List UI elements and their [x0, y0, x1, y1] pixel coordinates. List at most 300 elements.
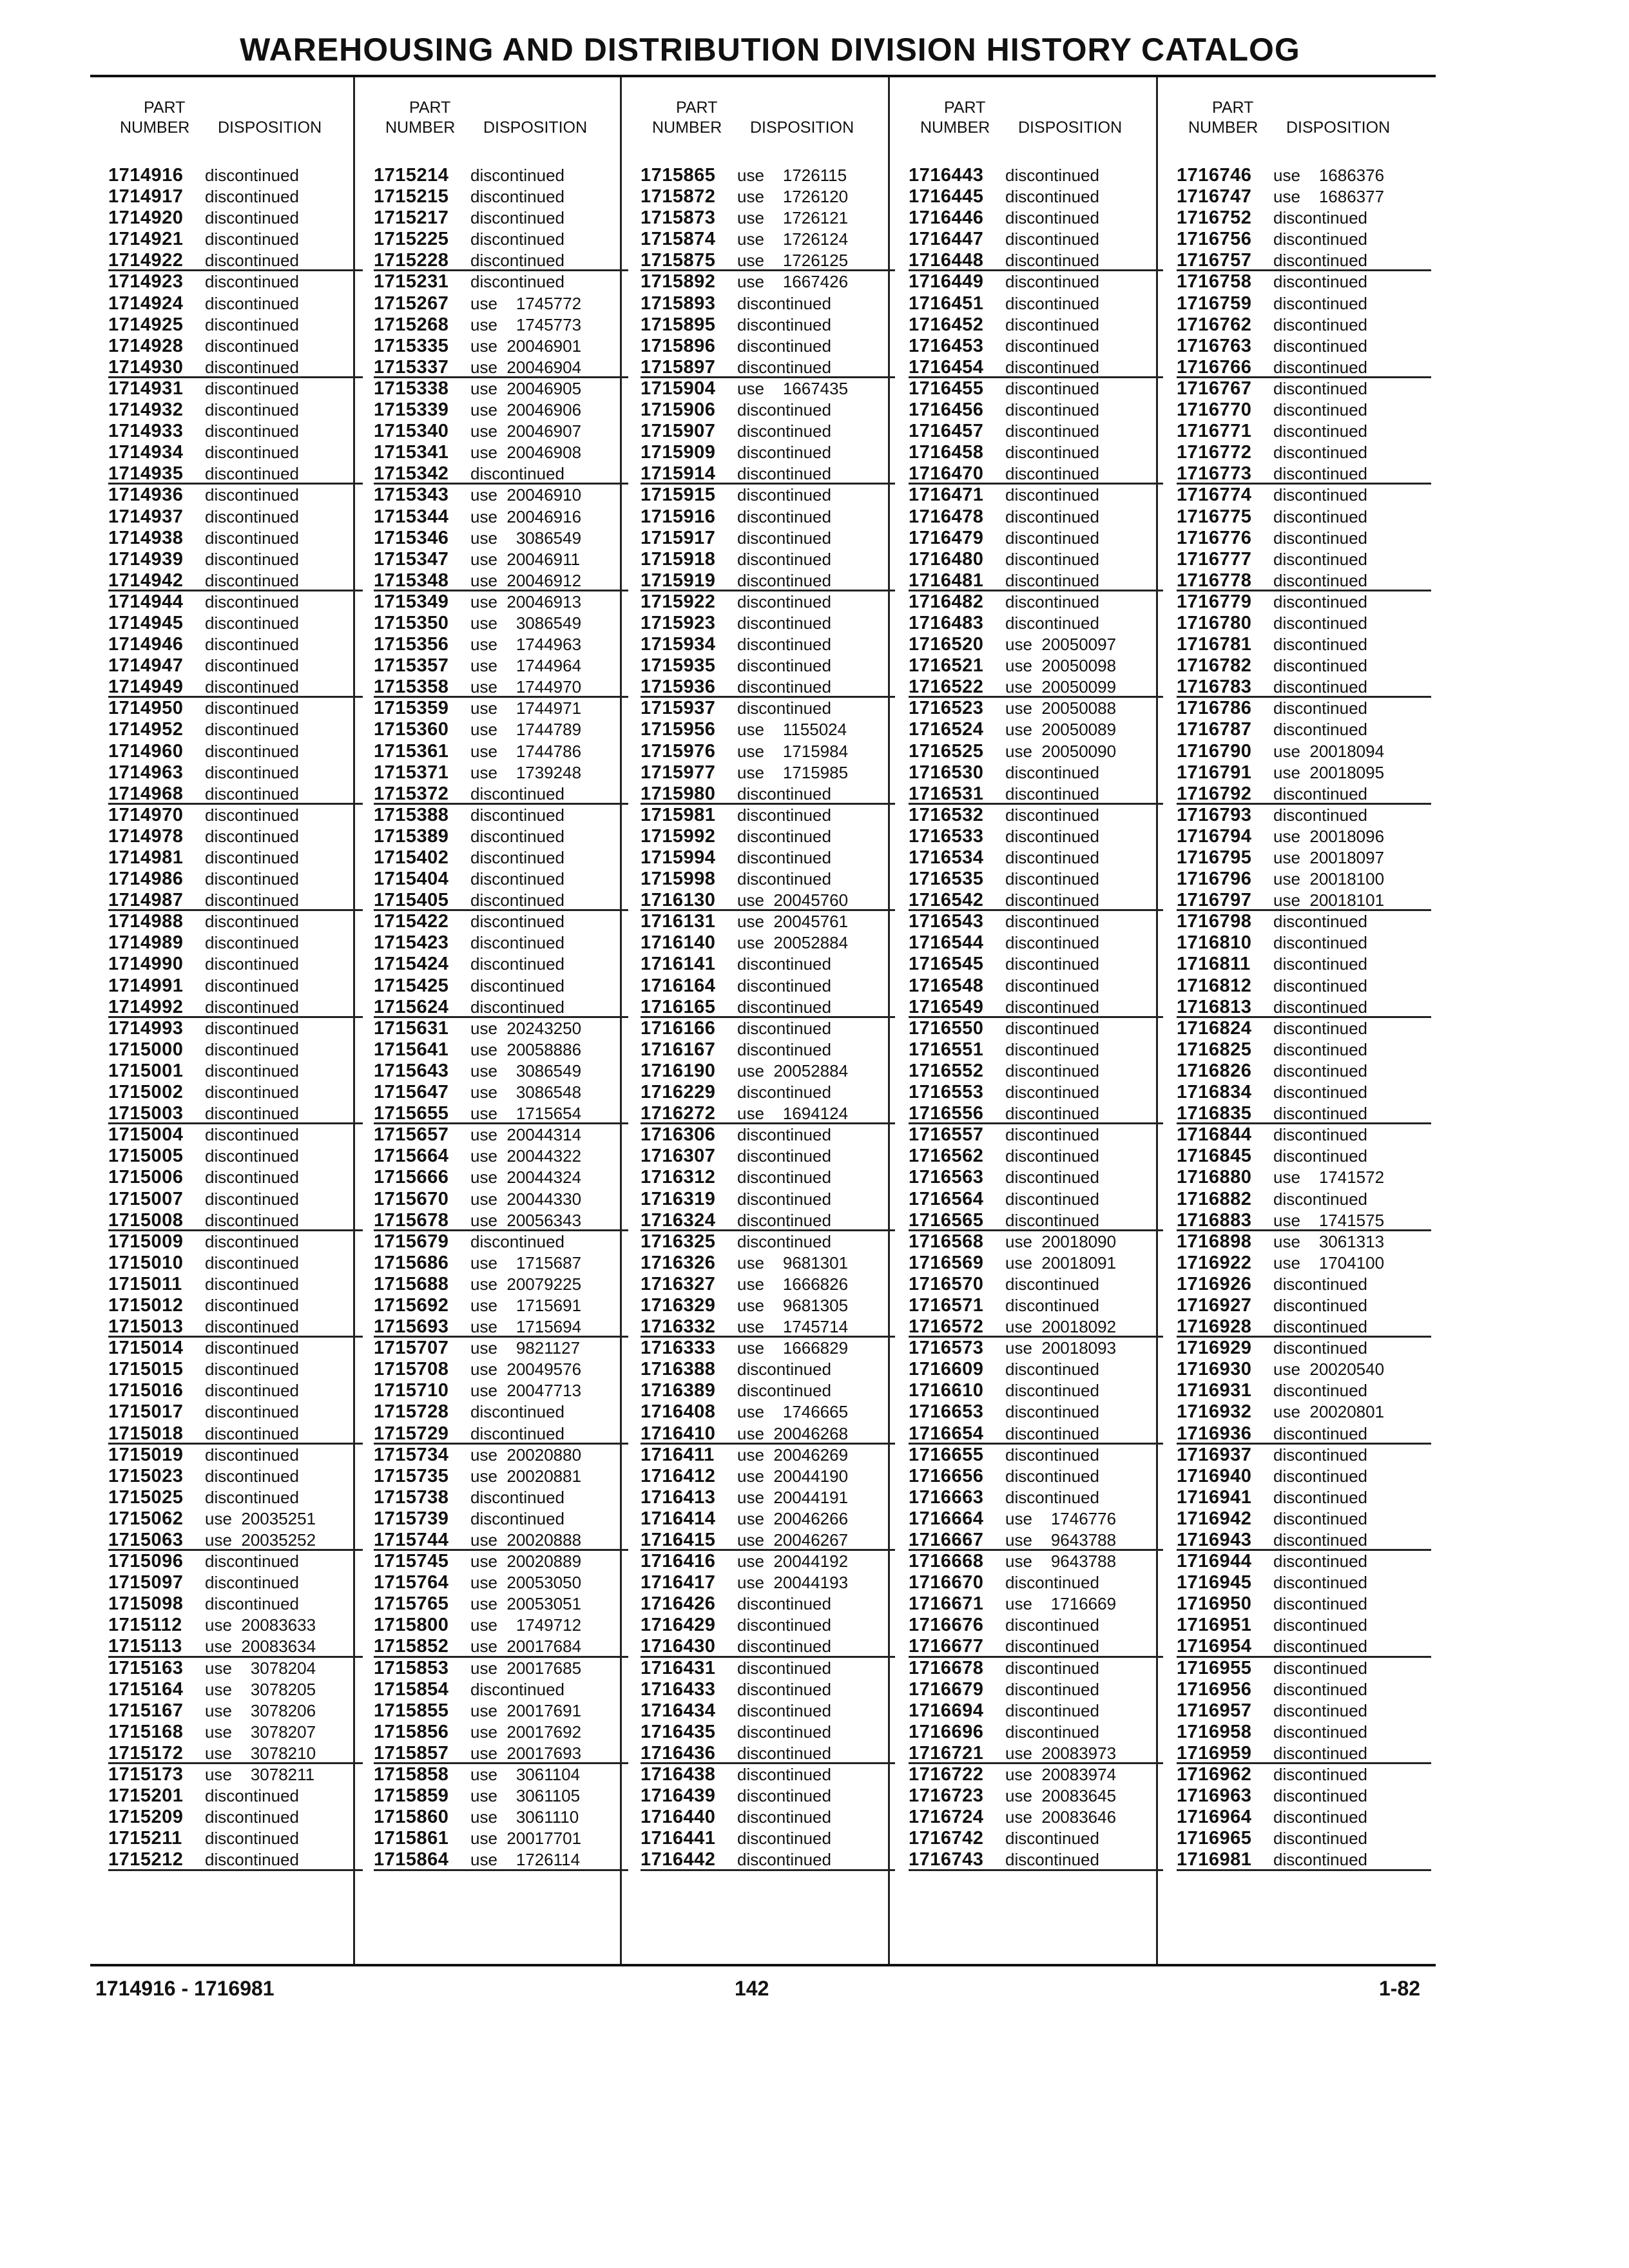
catalog-row [909, 570, 1163, 591]
disposition: use 3078206 [205, 1700, 316, 1720]
part-number: 1716570 [909, 1273, 984, 1294]
catalog-row [108, 997, 363, 1018]
disposition: use 1715687 [470, 1253, 582, 1273]
part-number: 1716430 [641, 1636, 716, 1657]
catalog-row [909, 826, 1163, 847]
catalog-row [909, 677, 1163, 698]
catalog-row [374, 207, 628, 229]
disposition: discontinued [1273, 314, 1367, 334]
catalog-row [1177, 570, 1431, 591]
part-number: 1715707 [374, 1338, 449, 1359]
disposition: discontinued [1005, 1168, 1099, 1187]
catalog-row [108, 229, 363, 250]
part-number: 1716436 [641, 1742, 716, 1763]
catalog-row [1177, 613, 1431, 634]
catalog-row [641, 1210, 895, 1231]
catalog-row [108, 293, 363, 314]
part-number: 1716417 [641, 1572, 716, 1593]
disposition: use 3086549 [470, 613, 582, 633]
catalog-row [1177, 762, 1431, 783]
disposition: discontinued [1273, 229, 1367, 249]
disposition: discontinued [205, 357, 299, 377]
part-number: 1716435 [641, 1721, 716, 1742]
catalog-row [108, 1018, 363, 1039]
disposition: use 20050099 [1005, 677, 1117, 697]
disposition: discontinued [1005, 1722, 1099, 1742]
part-number: 1715113 [108, 1636, 182, 1657]
catalog-row [641, 1124, 895, 1146]
disposition: discontinued [737, 1786, 831, 1806]
disposition: discontinued [205, 1317, 299, 1337]
disposition: discontinued [1273, 1573, 1367, 1593]
catalog-row [641, 783, 895, 805]
catalog-row [374, 634, 628, 655]
catalog-row [374, 1423, 628, 1445]
disposition: discontinued [1005, 975, 1099, 995]
disposition: discontinued [1005, 933, 1099, 953]
disposition: use 1726125 [737, 251, 849, 271]
disposition: use 1741572 [1273, 1168, 1385, 1187]
catalog-row [374, 805, 628, 826]
disposition: use 20056343 [470, 1210, 582, 1230]
catalog-row [641, 1061, 895, 1082]
catalog-row [1177, 1487, 1431, 1508]
part-number: 1716782 [1177, 655, 1252, 677]
disposition: discontinued [737, 1210, 831, 1230]
part-number: 1714963 [108, 762, 184, 783]
catalog-row [108, 890, 363, 911]
disposition: use 20035251 [205, 1508, 316, 1528]
part-number: 1715214 [374, 165, 449, 186]
disposition: use 20050088 [1005, 698, 1117, 718]
disposition: use 1726121 [737, 208, 849, 228]
part-number: 1715765 [374, 1593, 449, 1615]
catalog-row [108, 847, 363, 869]
catalog-row [909, 698, 1163, 719]
catalog-row [108, 1231, 363, 1253]
disposition: discontinued [205, 314, 299, 334]
catalog-row [1177, 698, 1431, 719]
catalog-row [374, 677, 628, 698]
part-number: 1715012 [108, 1294, 184, 1316]
part-number: 1715918 [641, 548, 716, 570]
disposition: use 20083973 [1005, 1743, 1117, 1763]
disposition: use 3078210 [205, 1743, 316, 1763]
catalog-row [641, 1316, 895, 1338]
catalog-row [909, 1487, 1163, 1508]
part-number: 1716937 [1177, 1444, 1252, 1465]
part-number: 1715358 [374, 677, 449, 698]
catalog-row [1177, 1231, 1431, 1253]
part-number: 1716446 [909, 207, 984, 229]
disposition: discontinued [1005, 443, 1099, 463]
part-number: 1716563 [909, 1167, 984, 1188]
disposition: use 1746665 [737, 1402, 849, 1422]
part-number: 1714970 [108, 804, 184, 825]
catalog-row [108, 1316, 363, 1338]
part-number: 1716724 [909, 1807, 984, 1828]
disposition: discontinued [470, 805, 564, 825]
disposition: discontinued [205, 1552, 299, 1571]
part-number: 1716762 [1177, 314, 1252, 335]
catalog-row [909, 1359, 1163, 1380]
disposition: discontinued [1005, 1658, 1099, 1678]
disposition: discontinued [1005, 1082, 1099, 1102]
part-number: 1716780 [1177, 612, 1252, 633]
part-number: 1715745 [374, 1551, 449, 1572]
part-number: 1716520 [909, 634, 984, 655]
disposition: discontinued [205, 933, 299, 953]
catalog-row [909, 1530, 1163, 1551]
part-number: 1716955 [1177, 1657, 1252, 1678]
disposition: use 1715985 [737, 762, 849, 782]
part-number: 1716777 [1177, 548, 1252, 570]
disposition: discontinued [1005, 400, 1099, 420]
disposition: discontinued [1273, 1637, 1367, 1657]
catalog-row [1177, 186, 1431, 207]
catalog-row [641, 378, 895, 399]
disposition: discontinued [1273, 1765, 1367, 1785]
catalog-row [1177, 1658, 1431, 1679]
part-number: 1715005 [108, 1146, 184, 1167]
part-number: 1715002 [108, 1082, 184, 1103]
part-number: 1715096 [108, 1551, 184, 1572]
catalog-row [641, 1572, 895, 1593]
disposition: use 20044191 [737, 1487, 849, 1507]
catalog-row [108, 1593, 363, 1615]
disposition: discontinued [737, 506, 831, 526]
part-number: 1715728 [374, 1401, 449, 1423]
part-number: 1716568 [909, 1231, 984, 1252]
disposition: use 20017684 [470, 1637, 582, 1657]
catalog-row [374, 229, 628, 250]
disposition: discontinued [737, 1082, 831, 1102]
catalog-row [641, 442, 895, 463]
catalog-row [909, 1466, 1163, 1487]
part-number: 1716810 [1177, 932, 1252, 954]
part-number: 1716190 [641, 1060, 716, 1081]
disposition: use 20058886 [470, 1039, 582, 1059]
disposition: discontinued [1273, 293, 1367, 313]
catalog-row [1177, 485, 1431, 506]
disposition: use 20017693 [470, 1743, 582, 1763]
disposition: discontinued [737, 1679, 831, 1699]
catalog-row [641, 911, 895, 932]
part-number: 1715006 [108, 1167, 184, 1188]
disposition: discontinued [737, 443, 831, 463]
catalog-row [374, 378, 628, 399]
disposition: discontinued [1273, 933, 1367, 953]
disposition: use 20020888 [470, 1530, 582, 1550]
catalog-row [641, 1231, 895, 1253]
header-disposition: DISPOSITION [1286, 119, 1391, 137]
catalog-row [641, 1253, 895, 1274]
page-range: 1714916 - 1716981 [95, 1977, 275, 2000]
catalog-row [1177, 869, 1431, 890]
disposition: discontinued [470, 1508, 564, 1528]
disposition: use 20046908 [470, 443, 582, 463]
catalog-row [641, 1167, 895, 1188]
catalog-row [108, 1487, 363, 1508]
disposition: use 20049576 [470, 1360, 582, 1379]
disposition: discontinued [205, 1082, 299, 1102]
part-number: 1715657 [374, 1124, 449, 1146]
part-number: 1716441 [641, 1828, 716, 1849]
catalog-row [1177, 442, 1431, 463]
column-header [641, 98, 895, 165]
part-number: 1716778 [1177, 570, 1252, 591]
disposition: discontinued [205, 912, 299, 932]
disposition: use 1715691 [470, 1295, 582, 1315]
part-number: 1716722 [909, 1764, 984, 1785]
part-number: 1716811 [1177, 954, 1251, 975]
catalog-row [374, 783, 628, 805]
disposition: discontinued [1005, 1039, 1099, 1059]
part-number: 1716774 [1177, 485, 1252, 506]
catalog-row [641, 570, 895, 591]
catalog-row [108, 1572, 363, 1593]
disposition: use 20018090 [1005, 1231, 1117, 1251]
disposition: discontinued [205, 293, 299, 313]
catalog-row [641, 1700, 895, 1722]
part-number: 1715641 [374, 1039, 449, 1060]
disposition: use 3086548 [470, 1082, 582, 1102]
catalog-row [909, 1551, 1163, 1572]
disposition: use 20046913 [470, 591, 582, 611]
catalog-row [108, 528, 363, 549]
disposition: discontinued [737, 1168, 831, 1187]
part-number: 1715217 [374, 207, 449, 229]
catalog-row [1177, 293, 1431, 314]
part-number: 1714946 [108, 634, 184, 655]
disposition: discontinued [1273, 1381, 1367, 1401]
catalog-row [641, 1039, 895, 1061]
part-number: 1716883 [1177, 1209, 1252, 1231]
disposition: use 1746776 [1005, 1508, 1117, 1528]
disposition: use 20046901 [470, 336, 582, 356]
catalog-row [909, 1636, 1163, 1657]
catalog-row [641, 869, 895, 890]
catalog-row [641, 847, 895, 869]
catalog-row [1177, 506, 1431, 528]
catalog-row [374, 932, 628, 954]
disposition: discontinued [1005, 591, 1099, 611]
disposition: discontinued [1005, 848, 1099, 867]
disposition: discontinued [1005, 1700, 1099, 1720]
disposition: use 20044314 [470, 1125, 582, 1145]
disposition: discontinued [1005, 1573, 1099, 1593]
catalog-row [374, 1274, 628, 1295]
part-number: 1716457 [909, 421, 984, 442]
part-number: 1716454 [909, 356, 984, 378]
disposition: discontinued [205, 251, 299, 271]
part-number: 1716455 [909, 378, 984, 399]
disposition: use 1715694 [470, 1317, 582, 1337]
catalog-row [909, 997, 1163, 1018]
catalog-row [641, 1018, 895, 1039]
part-number: 1716525 [909, 740, 984, 762]
catalog-row [641, 229, 895, 250]
catalog-row [909, 165, 1163, 186]
catalog-row [909, 1508, 1163, 1530]
disposition: use 20046269 [737, 1445, 849, 1465]
part-number: 1716834 [1177, 1082, 1252, 1103]
disposition: use 1744964 [470, 656, 582, 676]
catalog-row [108, 485, 363, 506]
disposition: discontinued [737, 1829, 831, 1849]
part-number: 1715008 [108, 1209, 184, 1231]
disposition: discontinued [1005, 954, 1099, 974]
catalog-row [641, 549, 895, 570]
disposition: discontinued [1005, 613, 1099, 633]
disposition: use 9643788 [1005, 1530, 1117, 1550]
part-number: 1715361 [374, 740, 449, 762]
catalog-row [641, 655, 895, 677]
catalog-row [909, 293, 1163, 314]
catalog-row [374, 1189, 628, 1210]
part-number: 1716521 [909, 655, 984, 677]
catalog-row [374, 1785, 628, 1807]
part-number: 1714931 [108, 378, 184, 399]
part-number: 1716944 [1177, 1551, 1252, 1572]
part-number: 1714917 [108, 186, 184, 207]
part-number: 1716747 [1177, 186, 1252, 207]
catalog-row [374, 869, 628, 890]
disposition: use 1745772 [470, 293, 582, 313]
disposition: discontinued [1273, 1146, 1367, 1166]
part-number: 1715371 [374, 762, 449, 783]
catalog-row [374, 165, 628, 186]
part-number: 1715163 [108, 1657, 184, 1678]
disposition: discontinued [1273, 1615, 1367, 1635]
part-number: 1716826 [1177, 1060, 1252, 1081]
part-number: 1716542 [909, 890, 984, 911]
disposition: use 20017685 [470, 1658, 582, 1678]
catalog-row [108, 954, 363, 975]
disposition: discontinued [1273, 1508, 1367, 1528]
part-number: 1715422 [374, 911, 449, 932]
part-number: 1716389 [641, 1380, 716, 1401]
catalog-row [374, 890, 628, 911]
header-rule [90, 75, 1436, 77]
catalog-row [108, 1401, 363, 1423]
catalog-row [909, 954, 1163, 975]
disposition: discontinued [1005, 570, 1099, 590]
part-number: 1715228 [374, 250, 449, 271]
part-number: 1716610 [909, 1380, 984, 1401]
catalog-row [374, 1124, 628, 1146]
part-number: 1715173 [108, 1764, 184, 1785]
part-number: 1715425 [374, 975, 449, 996]
part-number: 1716930 [1177, 1359, 1252, 1380]
part-number: 1715359 [374, 698, 449, 719]
catalog-row [108, 357, 363, 378]
catalog-row [1177, 1807, 1431, 1828]
part-number: 1715167 [108, 1700, 184, 1721]
catalog-row [108, 805, 363, 826]
catalog-row [1177, 1530, 1431, 1551]
part-number: 1716655 [909, 1444, 984, 1465]
catalog-row [1177, 1401, 1431, 1423]
catalog-row [374, 975, 628, 997]
catalog-row [374, 1508, 628, 1530]
part-number: 1715015 [108, 1359, 184, 1380]
catalog-row [374, 399, 628, 421]
part-number: 1715062 [108, 1508, 184, 1529]
disposition: use 20018096 [1273, 826, 1385, 846]
catalog-row [909, 869, 1163, 890]
part-number: 1715917 [641, 527, 716, 548]
part-number: 1715892 [641, 271, 716, 293]
catalog-row [641, 1423, 895, 1445]
catalog-row [108, 1722, 363, 1743]
disposition: discontinued [1273, 378, 1367, 398]
disposition: use 1739248 [470, 762, 582, 782]
catalog-row [1177, 1274, 1431, 1295]
catalog-column-5 [1177, 98, 1431, 1871]
catalog-row [1177, 1722, 1431, 1743]
catalog-row [641, 271, 895, 293]
catalog-row [1177, 207, 1431, 229]
disposition: discontinued [1273, 1679, 1367, 1699]
part-number: 1716325 [641, 1231, 716, 1252]
catalog-row [641, 165, 895, 186]
disposition: discontinued [737, 1722, 831, 1742]
part-number: 1715164 [108, 1678, 184, 1700]
disposition: discontinued [1273, 1466, 1367, 1486]
part-number: 1715919 [641, 570, 716, 591]
part-number: 1715624 [374, 996, 449, 1017]
catalog-row [909, 1658, 1163, 1679]
part-number: 1716771 [1177, 421, 1252, 442]
disposition: discontinued [1273, 357, 1367, 377]
part-number: 1714930 [108, 356, 184, 378]
part-number: 1715643 [374, 1060, 449, 1081]
part-number: 1715729 [374, 1423, 449, 1444]
disposition: use 20046904 [470, 357, 582, 377]
catalog-row [641, 997, 895, 1018]
disposition: discontinued [205, 528, 299, 548]
disposition: use 1744789 [470, 720, 582, 740]
part-number: 1716940 [1177, 1465, 1252, 1486]
catalog-row [909, 357, 1163, 378]
part-number: 1716439 [641, 1785, 716, 1807]
catalog-column-2 [374, 98, 628, 1871]
part-number: 1716442 [641, 1849, 716, 1870]
catalog-row [909, 1189, 1163, 1210]
header-number: NUMBER [652, 119, 722, 137]
catalog-row [1177, 847, 1431, 869]
catalog-row [108, 1466, 363, 1487]
part-number: 1716824 [1177, 1017, 1252, 1039]
part-number: 1715340 [374, 421, 449, 442]
catalog-row [108, 1445, 363, 1466]
catalog-row [108, 1210, 363, 1231]
disposition: use 3086549 [470, 528, 582, 548]
disposition: discontinued [737, 869, 831, 889]
disposition: discontinued [1273, 912, 1367, 932]
catalog-row [374, 997, 628, 1018]
part-number: 1716548 [909, 975, 984, 996]
disposition: discontinued [205, 378, 299, 398]
disposition: use 1745714 [737, 1317, 849, 1337]
part-number: 1715853 [374, 1657, 449, 1678]
disposition: discontinued [1005, 997, 1099, 1017]
catalog-row [108, 1700, 363, 1722]
part-number: 1714938 [108, 527, 184, 548]
part-number: 1715350 [374, 612, 449, 633]
part-number: 1716696 [909, 1721, 984, 1742]
